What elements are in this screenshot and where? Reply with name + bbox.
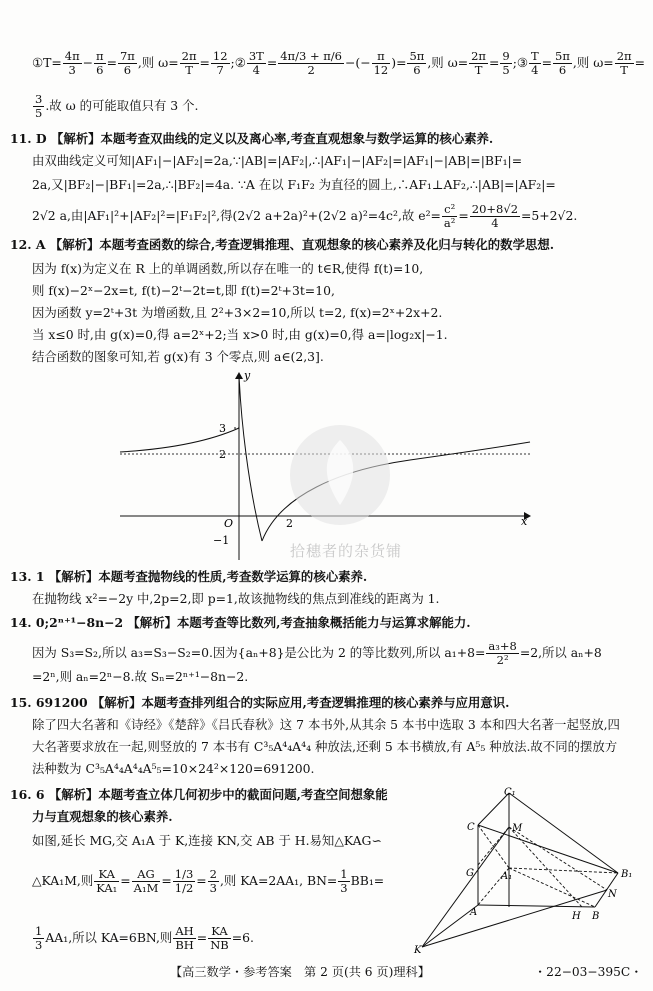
- origin-label: O: [224, 517, 234, 530]
- fraction: $\frac{AH}{BH}$: [175, 924, 194, 952]
- q16-line-2: △KA₁M,则 $\frac{KA}{\text{KA₁}}$ = $\frac{AG}{\text{A₁M}}$ = $\frac{1/3}{1/2}$ = $\frac{2}{3}$ ,则 KA=2AA₁, BN= $\frac{1}{3}$ BB₁=: [32, 867, 385, 895]
- fraction: $\frac{2\pi}{T}$: [616, 49, 632, 77]
- q11-line-3: 2√2 a,由|AF₁|²+|AF₂|²=|F₁F₂|²,得(2√2 a+2a)²+(2√2 a)²=4c²,故 e²= $\frac{\text{c²}}{\text{a²}}$ = $\frac{20+8√2}{4}$ =5+2√2.: [32, 202, 578, 230]
- fraction: $\frac{\pi}{12}$: [373, 49, 389, 77]
- q11-heading: 11. D 【解析】本题考查双曲线的定义以及离心率,考查直观想象与数学运算的核心素养.: [10, 131, 494, 146]
- tick-label-y-neg1: −1: [213, 534, 230, 547]
- fraction: $\frac{5\pi}{6}$: [409, 49, 425, 77]
- fraction: $\frac{4\pi}{3}$: [64, 49, 80, 77]
- fraction: $\frac{7\pi}{6}$: [119, 49, 135, 77]
- fraction: $\frac{1}{3}$: [340, 867, 348, 895]
- label-C1: C₁: [504, 787, 516, 798]
- label-B1: B₁: [621, 869, 633, 880]
- fraction: $\frac{4\pi/3 + \pi/6}{2}$: [280, 49, 342, 77]
- q16-line-1: 如图,延长 MG,交 A₁A 于 K,连接 KN,交 AB 于 H.易知△KAG∽: [32, 833, 382, 848]
- fraction: $\frac{1/3}{1/2}$: [174, 867, 194, 895]
- q15-line-1: 除了四大名著和《诗经》《楚辞》《吕氏春秋》这 7 本书外,从其余 5 本书中选取 3 本和四大名著一起竖放,四: [32, 717, 620, 732]
- label-A1: A₁: [501, 871, 513, 882]
- q12-line-5: 结合函数的图象可知,若 g(x)有 3 个零点,则 a∈(2,3].: [32, 349, 324, 364]
- q15-line-2: 大名著要求放在一起,则竖放的 7 本书有 C³₅A⁴₄A⁴₄ 种放法,还剩 5 本书横放,有 A⁵₅ 种放法.故不同的摆放方: [32, 739, 618, 754]
- continuation-line-1: ①T= $\frac{4\pi}{3}$ − $\frac{\pi}{6}$ = $\frac{7\pi}{6}$ ,则 ω= $\frac{2\pi}{T}$ = $\frac{12}{7}$ ;② $\frac{3T}{4}$ = $\frac{4\pi/3 + \pi/6}{2}$ −(− $\frac{\pi}{12}$ )= $\frac{5\pi}{6}$ ,则 ω= $\frac{2\pi}{T}$ = $\frac{9}{5}$ ;③ $\frac{T}{4}$ = $\frac{5\pi}{6}$ ,则 ω= $\frac{2\pi}{T}$ =: [32, 49, 645, 77]
- q15-heading: 15. 691200 【解析】本题考查排列组合的实际应用,考查逻辑推理的核心素养与应用意识.: [10, 695, 510, 710]
- q16-heading: 16. 6 【解析】本题考查立体几何初步中的截面问题,考查空间想象能: [10, 787, 388, 802]
- label-H: H: [572, 911, 581, 922]
- q14-heading: 14. 0;2ⁿ⁺¹−8n−2 【解析】本题考查等比数列,考查抽象概括能力与运算求解能力.: [10, 615, 471, 630]
- fraction: $\frac{3T}{4}$: [248, 49, 264, 77]
- q14-line-2: =2ⁿ,则 aₙ=2ⁿ−8.故 Sₙ=2ⁿ⁺¹−8n−2.: [32, 669, 249, 684]
- q13-heading: 13. 1 【解析】本题考查抛物线的性质,考查数学运算的核心素养.: [10, 569, 368, 584]
- fraction: $\frac{3}{5}$: [35, 92, 43, 120]
- label-C: C: [467, 822, 475, 833]
- fraction: $\frac{\pi}{6}$: [96, 49, 104, 77]
- label-A: A: [470, 907, 478, 918]
- fraction: $\frac{5\pi}{6}$: [555, 49, 570, 77]
- tick-label-y-3: 3: [219, 422, 226, 435]
- fraction: $\frac{2\pi}{T}$: [181, 49, 197, 77]
- fraction: $\frac{KA}{\text{KA₁}}$: [96, 867, 118, 895]
- fraction: $\frac{T}{4}$: [530, 49, 539, 77]
- tick-label-x-2: 2: [286, 517, 293, 530]
- q12-heading: 12. A 【解析】本题考查函数的综合,考查逻辑推理、直观想象的核心素养及化归与转化的数学思想.: [10, 237, 555, 252]
- label-G: G: [466, 868, 474, 879]
- x-axis-label: x: [521, 515, 528, 528]
- q12-line-1: 因为 f(x)为定义在 R 上的单调函数,所以存在唯一的 t∈R,使得 f(t)=10,: [32, 261, 424, 276]
- q13-line-1: 在抛物线 x²=−2y 中,2p=2,即 p=1,故该抛物线的焦点到准线的距离为 1.: [32, 591, 440, 606]
- label-K: K: [414, 945, 422, 955]
- q15-line-3: 法种数为 C³₅A⁴₄A⁴₄A⁵₅=10×24²×120=691200.: [32, 761, 315, 776]
- q16-line-3: $\frac{1}{3}$ AA₁,所以 KA=6BN,则 $\frac{AH}{BH}$ = $\frac{KA}{NB}$ =6.: [35, 924, 254, 952]
- q12-line-2: 则 f(x)−2ˣ−2x=t, f(t)−2ᵗ−2t=t,即 f(t)=2ᵗ+3t=10,: [32, 283, 335, 298]
- q16-heading-cont: 力与直观想象的核心素养.: [32, 809, 173, 824]
- fraction: $\frac{AG}{\text{A₁M}}$: [133, 867, 159, 895]
- fraction: $\frac{2}{3}$: [209, 867, 217, 895]
- label-M: M: [512, 823, 523, 834]
- watermark-logo: [285, 420, 395, 530]
- fraction: $\frac{1}{3}$: [35, 924, 43, 952]
- tick-label-y-2: 2: [219, 448, 226, 461]
- q11-line-1: 由双曲线定义可知|AF₁|−|AF₂|=2a,∵|AB|=|AF₂|,∴|AF₁|−|AF₂|=|AF₁|−|AB|=|BF₁|=: [32, 153, 523, 168]
- q11-line-2: 2a,又|BF₂|−|BF₁|=2a,∴|BF₂|=4a. ∵A 在以 F₁F₂ 为直径的圆上,∴AF₁⊥AF₂,∴|AB|=|AF₂|=: [32, 177, 556, 192]
- fraction: $\frac{2\pi}{T}$: [471, 49, 486, 77]
- page-footer-code: ・22−03−395C・: [534, 965, 643, 979]
- continuation-line-2: $\frac{3}{5}$ .故 ω 的可能取值只有 3 个.: [35, 92, 199, 120]
- q14-line-1: 因为 S₃=S₂,所以 a₃=S₃−S₂=0.因为{aₙ+8}是公比为 2 的等比数列,所以 a₁+8= $\frac{\text{a₃+8}}{\text{2²}}$ =2,所以 aₙ+8: [32, 639, 602, 667]
- y-axis-label: y: [244, 369, 251, 382]
- label-N: N: [608, 889, 617, 900]
- label-B: B: [592, 911, 600, 922]
- fraction: $\frac{\text{c²}}{\text{a²}}$: [443, 202, 456, 230]
- fraction: $\frac{\text{a₃+8}}{\text{2²}}$: [488, 639, 517, 667]
- page-footer: 【高三数学・参考答案 第 2 页(共 6 页)理科】: [170, 965, 430, 979]
- q12-line-3: 因为函数 y=2ᵗ+3t 为增函数,且 2²+3×2=10,所以 t=2, f(x)=2ˣ+2x+2.: [32, 305, 443, 320]
- fraction: $\frac{20+8√2}{4}$: [471, 202, 519, 230]
- fraction: $\frac{12}{7}$: [212, 49, 228, 77]
- fraction: $\frac{KA}{NB}$: [210, 924, 229, 952]
- watermark-text: 拾穗者的杂货铺: [290, 542, 403, 560]
- prism-diagram: [412, 785, 637, 955]
- q12-line-4: 当 x≤0 时,由 g(x)=0,得 a=2ˣ+2;当 x>0 时,由 g(x)=0,得 a=|log₂x|−1.: [32, 327, 448, 342]
- fraction: $\frac{9}{5}$: [502, 49, 510, 77]
